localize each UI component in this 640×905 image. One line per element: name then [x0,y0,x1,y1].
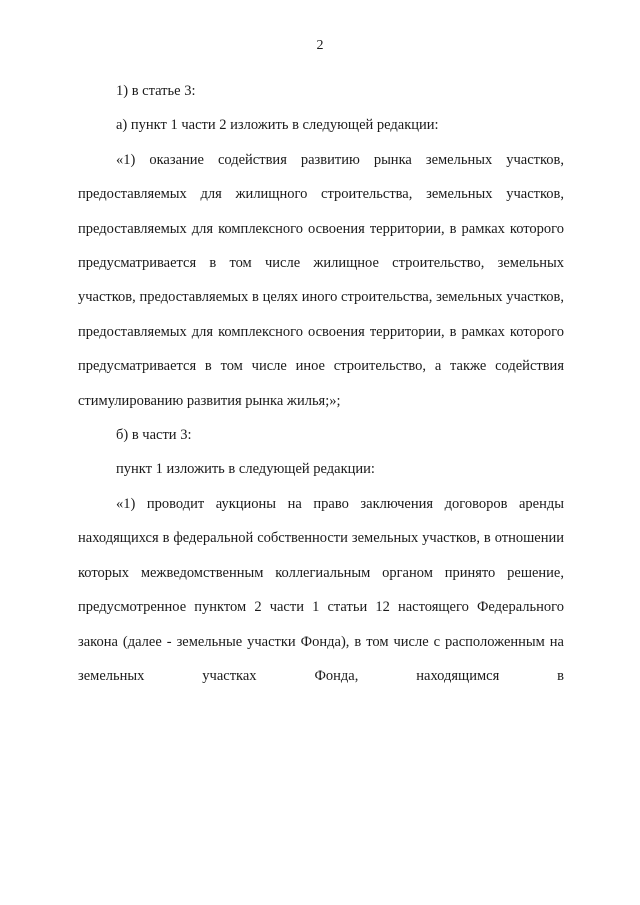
document-body [78,74,564,693]
paragraph-quote-1: «1) оказание содействия развитию рынка земельных участков, предоставляемых для жилищного строительства, земельных участков, предоставляемых для комплексного освоения территории, в рамках которого предусматривается в том числе жилищное строительство, земельных участков, предоставляемых в целях иного строительства, земельных участков, предоставляемых для комплексного освоения территории, в рамках которого предусматривается в том числе иное строительство, а также содействия стимулированию развития рынка жилья;»; [78,151,564,409]
paragraph-point-1: пункт 1 изложить в следующей редакции: [116,461,375,478]
paragraph-item-a: а) пункт 1 части 2 изложить в следующей редакции: [116,117,439,134]
paragraph-item-b: б) в части 3: [116,427,192,444]
paragraph-quote-2: «1) проводит аукционы на право заключения договоров аренды находящихся в федеральной собственности земельных участков, в отношении которых межведомственным коллегиальным органом принято решение, предусмотренное пунктом 2 части 1 статьи 12 настоящего Федерального закона (далее - земельные участки Фонда), в том числе с расположенным на земельных участках Фонда, находящимся в [78,495,564,684]
page-number: 2 [316,38,324,53]
paragraph-article-3: 1) в статье 3: [116,83,196,99]
